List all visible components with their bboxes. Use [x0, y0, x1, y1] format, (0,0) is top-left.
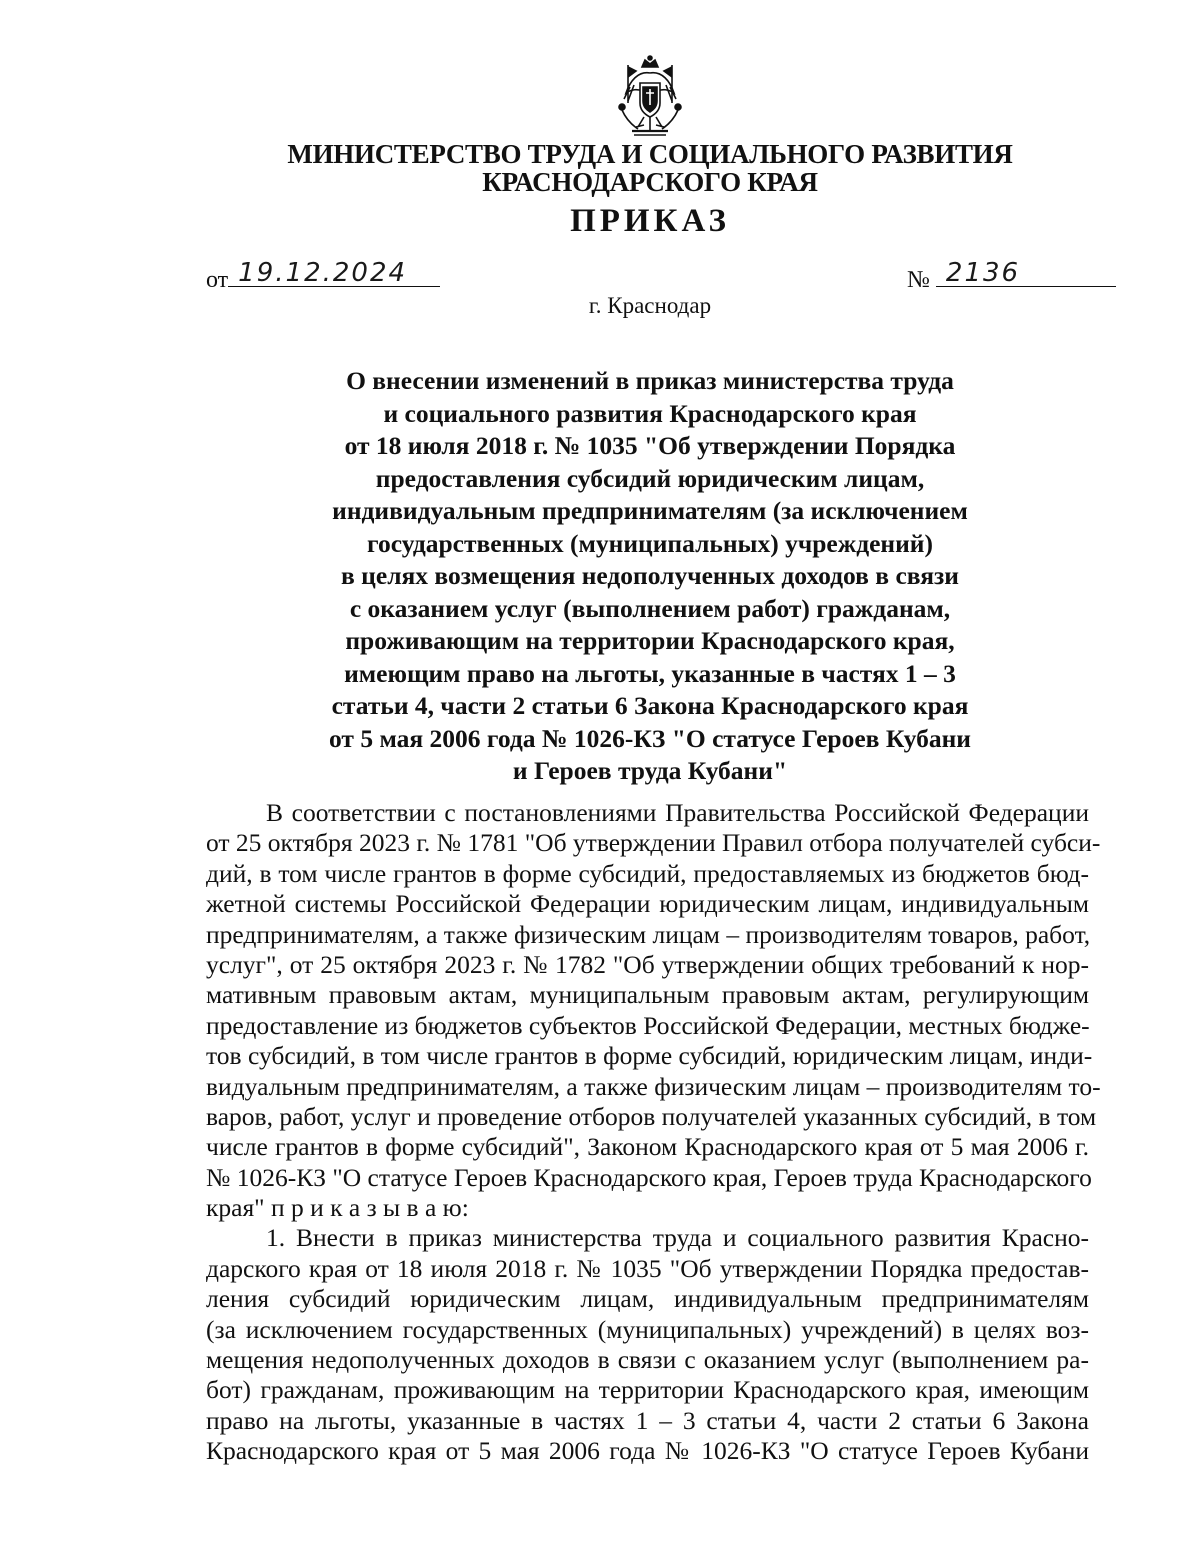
subject-line: от 18 июля 2018 г. № 1035 "Об утверждении Порядка: [344, 431, 956, 460]
body-line: (за исключением государственных (муниципальных) учреждений) в целях воз-: [206, 1314, 1089, 1344]
body-line: дий, в том числе грантов в форме субсидий, предоставляемых из бюджетов бюд-: [206, 858, 1089, 888]
document-type-title: ПРИКАЗ: [570, 203, 730, 239]
subject-line: с оказанием услуг (выполнением работ) гражданам,: [349, 593, 951, 623]
coat-of-arms-emblem: [608, 55, 692, 139]
subject-line: О внесении изменений в приказ министерства труда: [346, 366, 954, 395]
ministry-name-line: КРАСНОДАРСКОГО КРАЯ: [482, 167, 818, 197]
handwritten-date: 19.12.2024: [238, 258, 408, 288]
ministry-name: [150, 140, 1150, 196]
subject-line: в целях возмещения недополученных доходов в связи: [341, 561, 959, 590]
subject-line: предоставления субсидий юридическим лицам,: [375, 463, 925, 493]
body-line: видуальным предпринимателям, а также физическим лицам – производителям то-: [206, 1071, 1101, 1101]
handwritten-number: 2136: [945, 258, 1021, 288]
body-line: услуг", от 25 октября 2023 г. № 1782 "Об утверждении общих требований к нор-: [206, 949, 1089, 979]
subject-line: и социального развития Краснодарского края: [383, 398, 917, 428]
body-line: мещения недополученных доходов в связи с оказанием услуг (выполнением ра-: [206, 1345, 1089, 1375]
subject-line: имеющим право на льготы, указанные в частях 1 – 3: [344, 658, 956, 688]
body-line: мативным правовым актам, муниципальным правовым актам, регулирующим: [206, 980, 1089, 1010]
subject-line: от 5 мая 2006 года № 1026-КЗ "О статусе Героев Кубани: [329, 723, 971, 753]
subject-line: государственных (муниципальных) учреждений): [367, 528, 933, 558]
order-body: [206, 798, 1101, 1467]
city-name: г. Краснодар: [588, 293, 712, 318]
number-line: [936, 260, 1116, 287]
date-prefix: от: [206, 267, 229, 293]
body-line: от 25 октября 2023 г. № 1781 "Об утверждении Правил отбора получателей субси-: [206, 828, 1101, 858]
body-line: края" п р и к а з ы в а ю:: [206, 1193, 469, 1223]
body-line: Краснодарского края от 5 мая 2006 года № 1026-КЗ "О статусе Героев Кубани: [206, 1436, 1089, 1466]
body-line: дарского края от 18 июля 2018 г. № 1035 "Об утверждении Порядка предостав-: [206, 1253, 1089, 1283]
date-line: [228, 260, 440, 287]
body-line: варов, работ, услуг и проведение отборов получателей указанных субсидий, в том: [206, 1101, 1097, 1131]
date-field: [206, 260, 440, 294]
ministry-name-line: МИНИСТЕРСТВО ТРУДА И СОЦИАЛЬНОГО РАЗВИТИЯ: [287, 139, 1013, 169]
order-subject: [250, 365, 1050, 788]
body-line: жетной системы Российской Федерации юридическим лицам, индивидуальным: [206, 889, 1089, 919]
body-line: право на льготы, указанные в частях 1 – 3 статьи 4, части 2 статьи 6 Закона: [206, 1405, 1089, 1435]
body-line: 1. Внести в приказ министерства труда и социального развития Красно-: [266, 1223, 1089, 1253]
subject-line: и Героев труда Кубани": [512, 756, 788, 785]
body-line: тов субсидий, в том числе грантов в форме субсидий, юридическим лицам, инди-: [206, 1041, 1093, 1071]
number-field: [907, 260, 1116, 294]
subject-line: статьи 4, части 2 статьи 6 Закона Краснодарского края: [331, 691, 969, 720]
body-line: предоставление из бюджетов субъектов Российской Федерации, местных бюдже-: [206, 1010, 1090, 1040]
subject-line: индивидуальным предпринимателям (за исключением: [332, 496, 968, 525]
body-line: бот) гражданам, проживающим на территории Краснодарского края, имеющим: [206, 1375, 1089, 1405]
number-prefix: №: [907, 267, 930, 293]
body-line: № 1026-КЗ "О статусе Героев Краснодарского края, Героев труда Краснодарского: [206, 1162, 1092, 1192]
subject-line: проживающим на территории Краснодарского края,: [345, 626, 955, 655]
body-line: числе грантов в форме субсидий", Законом Краснодарского края от 5 мая 2006 г.: [206, 1132, 1089, 1162]
body-line: В соответствии с постановлениями Правительства Российской Федерации: [266, 798, 1089, 827]
body-line: ления субсидий юридическим лицам, индивидуальным предпринимателям: [206, 1284, 1089, 1314]
body-line: предпринимателям, а также физическим лицам – производителям товаров, работ,: [206, 919, 1091, 949]
